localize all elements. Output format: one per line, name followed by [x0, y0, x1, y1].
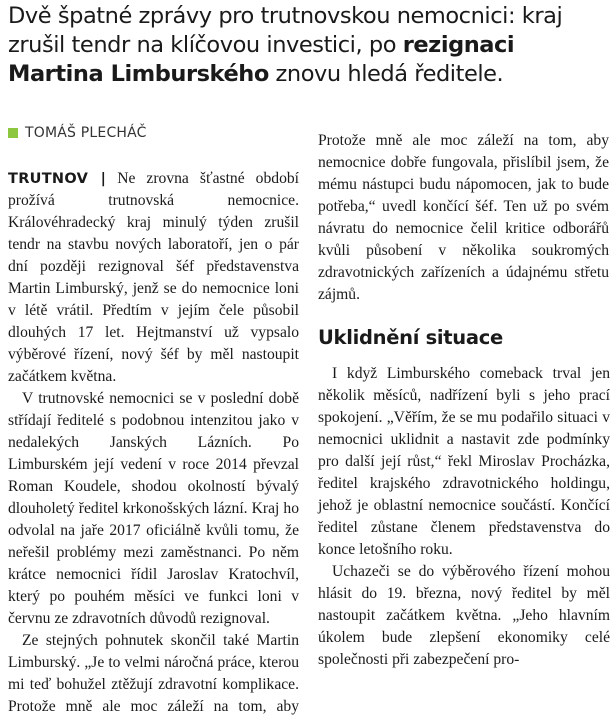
paragraph-2: V trutnovské nemocnici se v poslední době střídají ředitelé s podobnou intenzitou jako v nedalekých Janských Lázních. Po Limburském její vedení v roce 2014 převzal Roman Koudele, shodou okolností bývalý dlouholetý ředitel krkonošských lázní. Kraj ho odvolal na jaře 2017 oficiálně kvůli tomu, že neřešil problémy mezi zaměstnanci. Po něm krátce nemocnici řídil Jaroslav Kratochvíl, který po pouhém měsíci ve funkci loni v červnu ze zdravotních důvodů rezignoval. — [8, 390, 299, 627]
dateline: TRUTNOV | — [8, 171, 107, 187]
paragraph-3: Ze stejných pohnutek skončil také Martin Limburský. „Je to velmi náročná práce, kterou mi teď bohužel ztěžují zdravotní komplikace. Protože mně ale moc záleží na tom, aby — [8, 632, 299, 715]
left-column — [8, 168, 299, 717]
author-marker-icon — [8, 128, 18, 138]
paragraph-4: I když Limburského comeback trval jen několik měsíců, nadřízení byli s jeho prací spokojení. „Věřím, že se mu podařilo situaci v nemocnici uklidnit a nastavit zde podmínky pro další její růst,“ řekl Miroslav Procházka, ředitel krajského zdravotnického holdingu, jehož je oblastní nemocnice součástí. Končící ředitel zůstane členem představenstva do konce letošního roku. — [318, 365, 610, 558]
author-name: TOMÁŠ PLECHÁČ — [25, 125, 147, 141]
paragraph-1 — [8, 168, 299, 388]
headline-bold: rezignaci Martina Limburského — [8, 32, 515, 87]
right-column — [318, 130, 610, 671]
paragraph-1-text: Ne zrovna šťastné období prožívá trutnovská nemocnice. Královéhradecký kraj minulý týden zrušil tendr na stavbu nových laboratoří, jen o pár dní později rezignoval šéf představenstva Martin Limburský, jenž se do nemocnice loni v létě vrátil. Předtím v jejím čele působil dlouhých 17 let. Hejtmanství už vypsalo výběrové řízení, nový šéf by měl nastoupit začátkem května. — [8, 170, 299, 385]
paragraph-5: Uchazeči se do výběrového řízení mohou hlásit do 19. března, nový ředitel by měl nastoupit začátkem května. „Jeho hlavním úkolem bude zlepšení ekonomiky celé společnosti při zabezpečení pro- — [318, 563, 610, 668]
author-byline — [8, 125, 147, 141]
headline-part-2: znovu hledá ředitele. — [268, 61, 504, 87]
headline — [8, 2, 604, 89]
section-heading: Uklidnění situace — [318, 326, 503, 349]
paragraph-3-continuation-wrap — [318, 130, 610, 306]
paragraph-3-continuation: Protože mně ale moc záleží na tom, aby nemocnice dobře fungovala, přislíbil jsem, že mému nástupci budu nápomocen, jak to bude potřeba,“ uvedl končící šéf. Ten už po svém návratu do nemocnice čelil kritice odborářů kvůli působení v několika soukromých zdravotnických zařízeních a údajnému střetu zájmů. — [318, 132, 609, 303]
column-continuation-spacer — [318, 130, 610, 306]
headline-part-1: Dvě špatné zprávy pro trutnovskou nemocnici: kraj zrušil tendr na klíčovou investici, po — [8, 3, 563, 58]
